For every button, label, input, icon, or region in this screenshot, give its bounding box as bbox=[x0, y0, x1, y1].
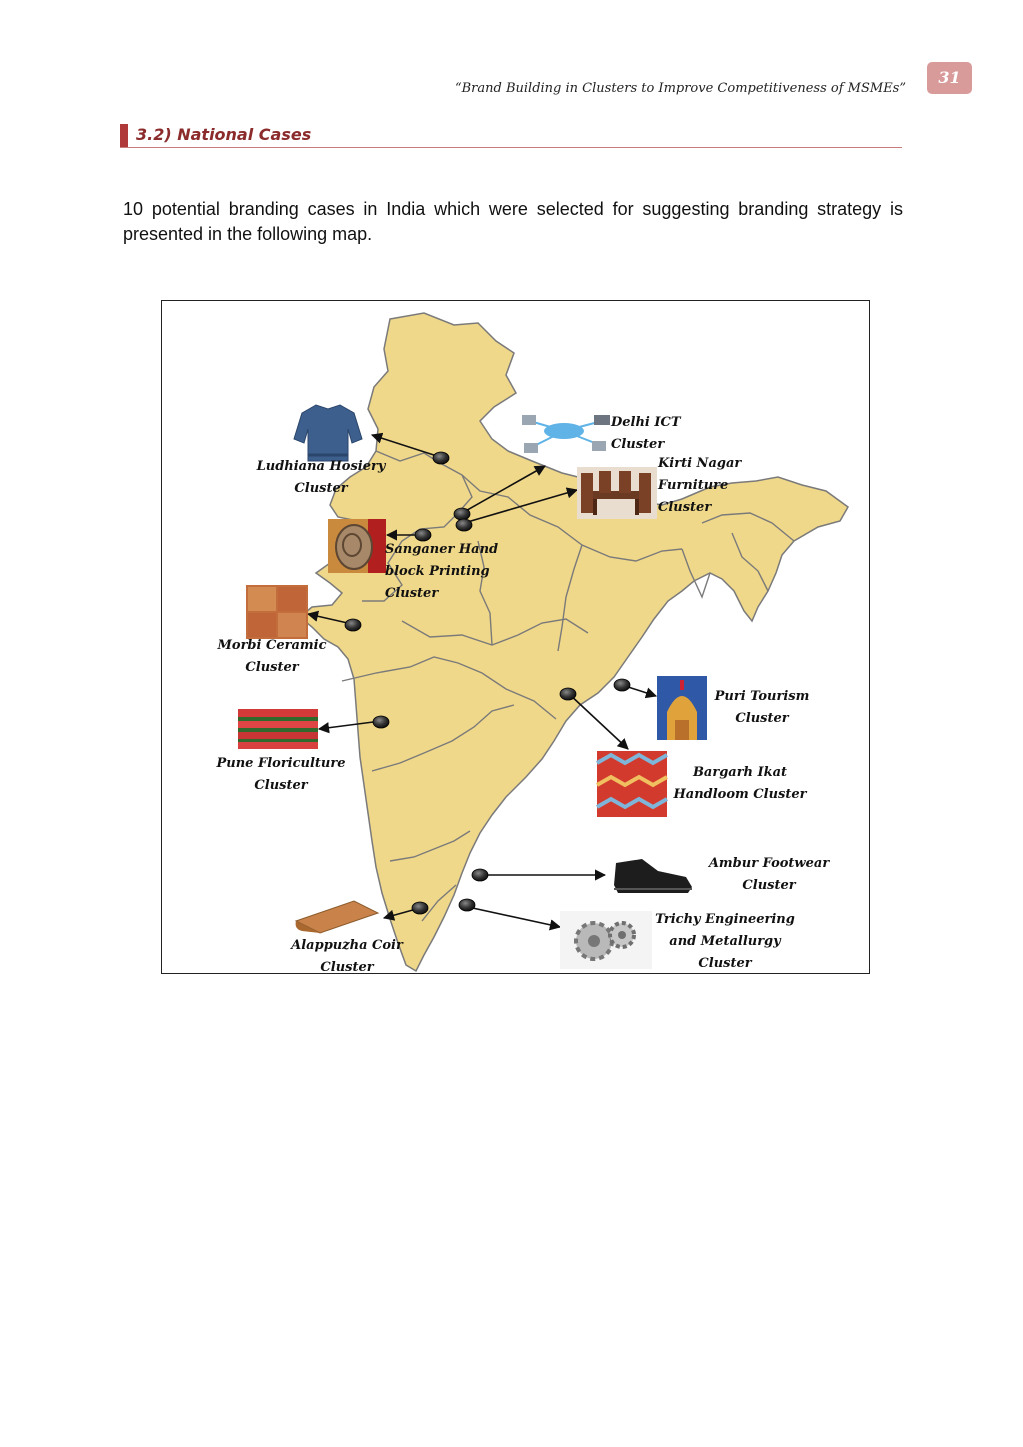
marker-bargarh bbox=[560, 688, 576, 700]
network-icon bbox=[522, 415, 610, 453]
marker-alappuzha bbox=[412, 902, 428, 914]
label-puri: Puri Tourism Cluster bbox=[714, 689, 810, 726]
label-kirti-nagar: Kirti Nagar Furniture Cluster bbox=[658, 456, 742, 515]
coir-mat-icon bbox=[296, 901, 378, 933]
label-trichy: Trichy Engineering and Metallurgy Cluster bbox=[655, 912, 795, 971]
section-rule bbox=[120, 147, 902, 148]
label-morbi: Morbi Ceramic Cluster bbox=[217, 638, 327, 675]
marker-trichy bbox=[459, 899, 475, 911]
marker-pune bbox=[373, 716, 389, 728]
gears-icon bbox=[560, 911, 652, 969]
label-bargarh: Bargarh Ikat Handloom Cluster bbox=[673, 765, 807, 802]
ikat-fabric-icon bbox=[597, 751, 667, 817]
shoe-icon bbox=[614, 859, 692, 893]
label-delhi-ict: Delhi ICT Cluster bbox=[611, 415, 681, 452]
label-sanganer: Sanganer Hand block Printing Cluster bbox=[385, 542, 499, 601]
flower-field-icon bbox=[238, 709, 318, 749]
marker-puri bbox=[614, 679, 630, 691]
temple-icon bbox=[657, 676, 707, 740]
marker-delhi bbox=[454, 508, 470, 520]
furniture-icon bbox=[577, 467, 657, 519]
marker-morbi bbox=[345, 619, 361, 631]
marker-ambur bbox=[472, 869, 488, 881]
ceramic-tile-icon bbox=[246, 585, 308, 639]
printing-block-icon bbox=[328, 519, 386, 573]
section-marker bbox=[120, 124, 128, 148]
label-pune: Pune Floriculture Cluster bbox=[216, 756, 346, 793]
intro-paragraph: 10 potential branding cases in India which were selected for suggesting branding strategy is presented in the following map. bbox=[123, 199, 903, 244]
india-cluster-map bbox=[161, 300, 870, 974]
sweater-icon bbox=[294, 405, 362, 461]
section-title: 3.2) National Cases bbox=[136, 125, 312, 144]
label-alappuzha: Alappuzha Coir Cluster bbox=[291, 938, 403, 974]
marker-kirti bbox=[456, 519, 472, 531]
page-number: 31 bbox=[927, 62, 972, 94]
label-ambur: Ambur Footwear Cluster bbox=[708, 856, 830, 893]
label-ludhiana: Ludhiana Hosiery Cluster bbox=[256, 459, 386, 496]
running-header: “Brand Building in Clusters to Improve Competitiveness of MSMEs” bbox=[454, 81, 906, 96]
marker-ludhiana bbox=[433, 452, 449, 464]
